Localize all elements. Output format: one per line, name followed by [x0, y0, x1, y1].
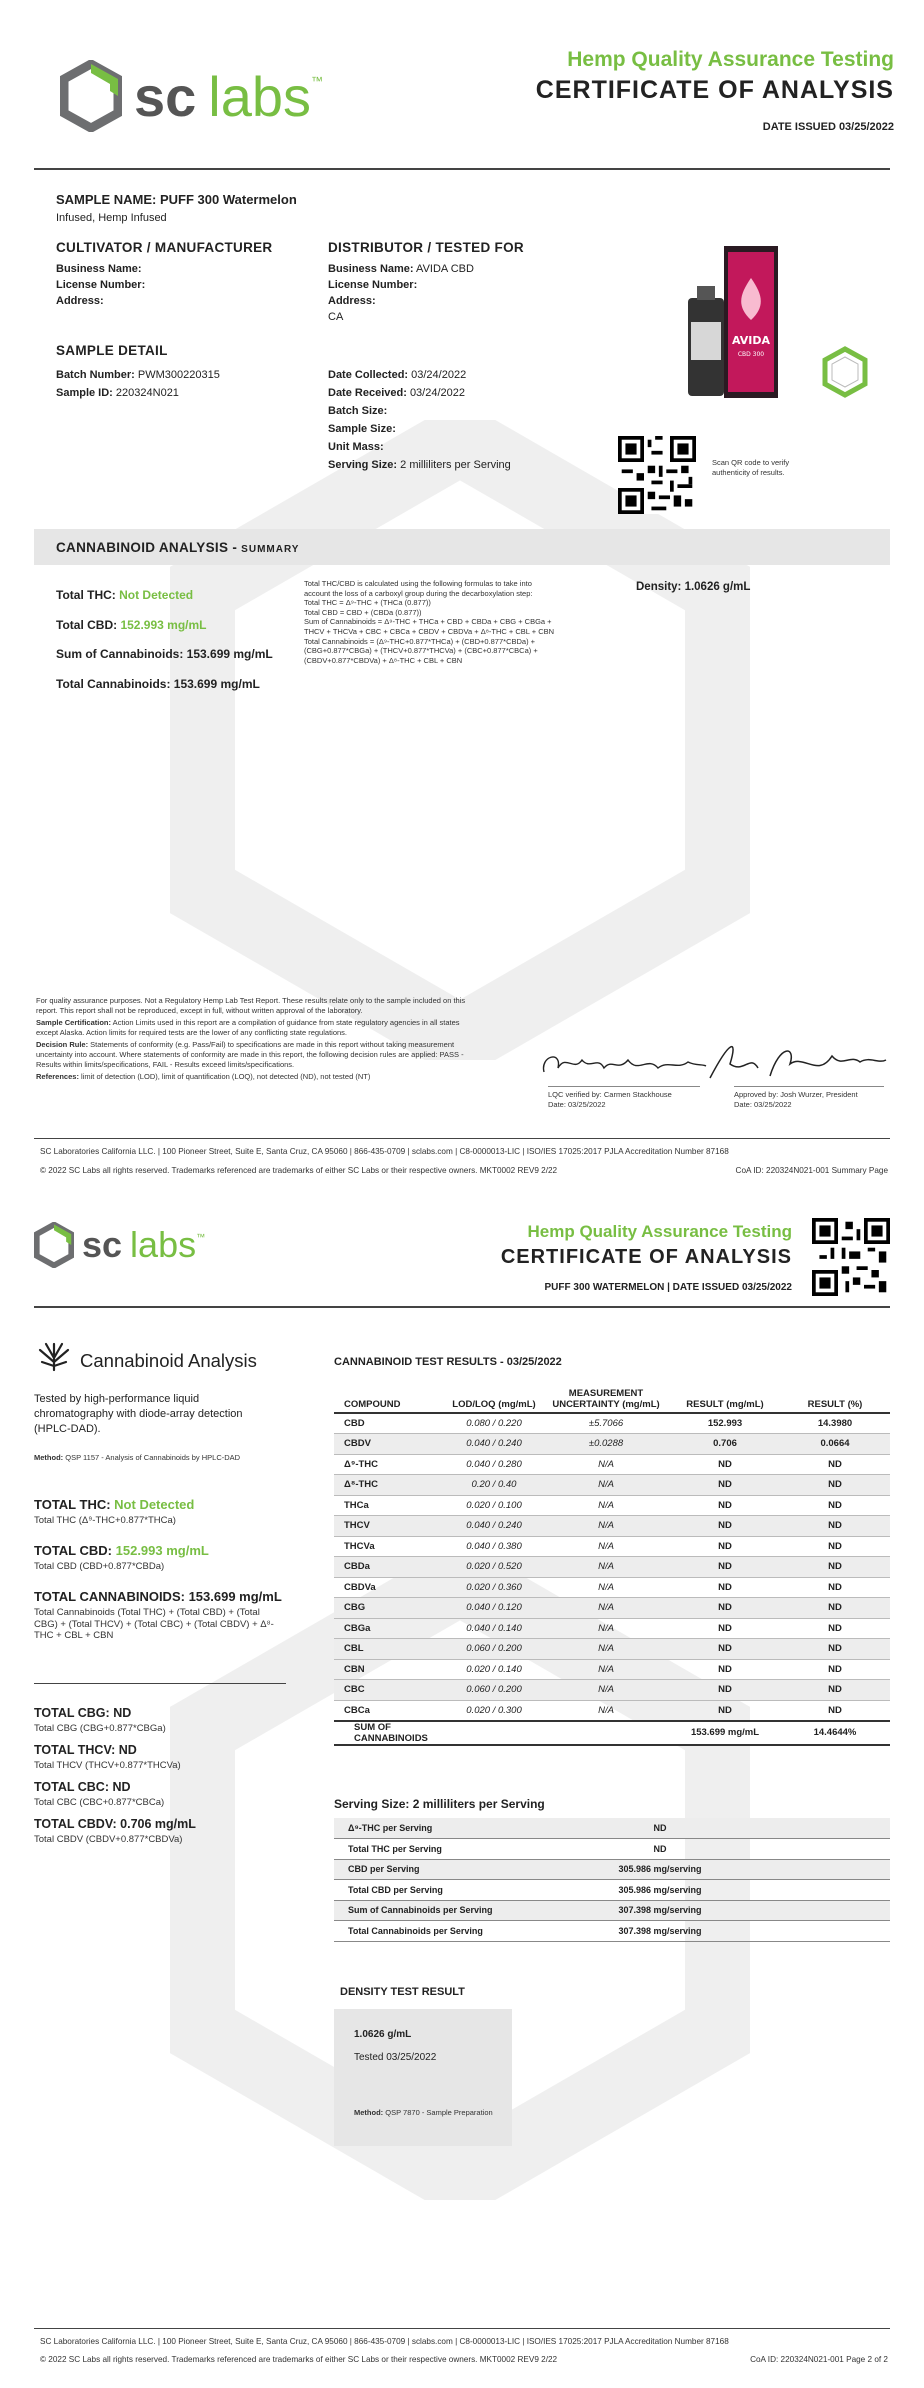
left-divider [34, 1683, 286, 1684]
serving-row [334, 1880, 890, 1901]
disclaimer-text: Action Limits used in this report are a compilation of guidance from state regulatory agencies in all states except Alaska. Action limits for required tests are the lower of any conflicting state regulations. [36, 1018, 460, 1037]
dist-address-value: CA [328, 311, 344, 323]
p2-footer-divider [34, 2328, 890, 2329]
density-tested: Tested 03/25/2022 [354, 2052, 437, 2063]
lt-label: TOTAL CBD: [34, 1543, 112, 1558]
lodloq-cell: 0.020 / 0.100 [446, 1495, 542, 1516]
lodloq-cell: 0.020 / 0.140 [446, 1659, 542, 1680]
lt2-label: TOTAL THCV: [34, 1743, 116, 1757]
lt2-label: TOTAL CBG: [34, 1706, 110, 1720]
table-row [334, 1577, 890, 1598]
serving-spacer [750, 1818, 890, 1839]
business-name-label: Business Name: [56, 263, 142, 275]
compound-cell: THCV [334, 1516, 446, 1537]
th-result-pct: RESULT (%) [780, 1386, 890, 1413]
formula-block [304, 579, 614, 665]
footer-address: SC Laboratories California LLC. | 100 Pioneer Street, Suite E, Santa Cruz, CA 95060 | 866-435-0709 | sclabs.com | C8-0000013-LIC | ISO/IES 17025:2017 PJLA Accreditation Number 87168 [40, 1147, 729, 1156]
serving-value: 305.986 mg/serving [570, 1880, 750, 1901]
formula-line: Total THC = Δ⁹-THC + (THCa (0.877)) [304, 598, 431, 608]
sig2-block [734, 1090, 858, 1110]
dist-business-label: Business Name: [328, 263, 414, 275]
unit-mass-label: Unit Mass: [328, 441, 384, 453]
lt-sub: Total Cannabinoids (Total THC) + (Total CBD) + (Total CBG) + (Total THCV) + (Total CBC) + (Total CBDV) + Δ⁸-THC + CBL + CBN [34, 1607, 274, 1641]
uncertainty-cell: N/A [542, 1577, 670, 1598]
result-mgml-cell: ND [670, 1557, 780, 1578]
sig2-line1: Approved by: Josh Wurzer, President [734, 1090, 858, 1099]
formula-line: THCV + THCVa + CBC + CBCa + CBDV + CBDVa + Δ⁸-THC + CBL + CBN [304, 626, 555, 636]
result-pct-cell: ND [780, 1495, 890, 1516]
lt2-sub: Total THCV (THCV+0.877*THCVa) [34, 1760, 181, 1771]
serving-row [334, 1859, 890, 1880]
cannabis-leaf-icon [36, 1340, 72, 1376]
table-row [334, 1700, 890, 1721]
result-pct-cell: ND [780, 1557, 890, 1578]
lodloq-cell: 0.040 / 0.240 [446, 1434, 542, 1455]
result-mgml-cell: ND [670, 1516, 780, 1537]
uncertainty-cell: N/A [542, 1454, 670, 1475]
title-main: CERTIFICATE OF ANALYSIS [535, 76, 894, 104]
uncertainty-cell: ±5.7066 [542, 1413, 670, 1434]
table-row [334, 1495, 890, 1516]
logo-sc-text: sc [134, 64, 197, 128]
result-pct-cell: ND [780, 1598, 890, 1619]
compound-cell: CBC [334, 1680, 446, 1701]
density-summary: Density: 1.0626 g/mL [636, 581, 751, 593]
lodloq-cell: 0.20 / 0.40 [446, 1475, 542, 1496]
sc-labs-logo [60, 60, 323, 132]
compound-cell: CBDa [334, 1557, 446, 1578]
header-divider [34, 168, 890, 170]
disclaimer-block [36, 996, 466, 1082]
serving-value: 307.398 mg/serving [570, 1900, 750, 1921]
table-row [334, 1454, 890, 1475]
result-pct-cell: ND [780, 1639, 890, 1660]
compound-cell: THCa [334, 1495, 446, 1516]
serving-label: Δ⁹-THC per Serving [334, 1818, 570, 1839]
serving-value: ND [570, 1839, 750, 1860]
lt-value: 153.699 mg/mL [188, 1589, 282, 1604]
th-lodloq: LOD/LOQ (mg/mL) [446, 1386, 542, 1413]
total-thc-label: Total THC: [56, 588, 116, 602]
title-green: Hemp Quality Assurance Testing [567, 48, 894, 71]
hexagon-logo-icon [34, 1222, 74, 1268]
th-uncertainty: MEASUREMENT UNCERTAINTY (mg/mL) [542, 1386, 670, 1413]
footer-copyright: © 2022 SC Labs all rights reserved. Trademarks referenced are trademarks of either SC Labs or their respective owners. MKT0002 REV9 2/22 [40, 1166, 558, 1175]
lodloq-cell: 0.020 / 0.300 [446, 1700, 542, 1721]
serving-spacer [750, 1880, 890, 1901]
table-row [334, 1536, 890, 1557]
lodloq-cell: 0.040 / 0.120 [446, 1598, 542, 1619]
serving-size-value: 2 milliliters per Serving [400, 459, 511, 471]
result-pct-cell: ND [780, 1618, 890, 1639]
sum-row [334, 1721, 890, 1745]
result-mgml-cell: ND [670, 1598, 780, 1619]
batch-label: Batch Number: [56, 369, 135, 381]
sample-detail-heading: SAMPLE DETAIL [56, 343, 168, 358]
dist-license-label: License Number: [328, 279, 418, 291]
uncertainty-cell: N/A [542, 1618, 670, 1639]
serving-value: 305.986 mg/serving [570, 1859, 750, 1880]
result-mgml-cell: ND [670, 1577, 780, 1598]
table-row [334, 1598, 890, 1619]
batch-value: PWM300220315 [137, 369, 220, 381]
uncertainty-cell: N/A [542, 1680, 670, 1701]
lt-value: 152.993 mg/mL [115, 1543, 209, 1558]
sum-cell: 14.4644% [780, 1721, 890, 1745]
table-row [334, 1413, 890, 1434]
result-pct-cell: 0.0664 [780, 1434, 890, 1455]
formula-line: Total CBD = CBD + (CBDa (0.877)) [304, 607, 422, 617]
result-mgml-cell: ND [670, 1536, 780, 1557]
sum-cell: 153.699 mg/mL [670, 1721, 780, 1745]
product-image [680, 240, 790, 405]
serving-label: Total Cannabinoids per Serving [334, 1921, 570, 1942]
compound-cell: Δ⁹-THC [334, 1454, 446, 1475]
logo-labs-text: labs [130, 1224, 197, 1265]
compound-cell: CBG [334, 1598, 446, 1619]
serving-table-wrap [334, 1818, 890, 1942]
uncertainty-cell: ±0.0288 [542, 1434, 670, 1455]
address-label: Address: [56, 295, 104, 307]
cultivator-heading: CULTIVATOR / MANUFACTURER [56, 240, 273, 255]
signature-carmen [538, 1046, 708, 1086]
p2-footer-coa-id: CoA ID: 220324N021-001 Page 2 of 2 [750, 2355, 888, 2364]
result-mgml-cell: ND [670, 1700, 780, 1721]
uncertainty-cell: N/A [542, 1659, 670, 1680]
summary-heading-text: CANNABINOID ANALYSIS [56, 540, 229, 555]
qr-note: Scan QR code to verify authenticity of results. [712, 458, 790, 477]
th-compound: COMPOUND [334, 1386, 446, 1413]
sum-cannabinoids: Sum of Cannabinoids: 153.699 mg/mL [56, 647, 273, 661]
result-pct-cell: 14.3980 [780, 1413, 890, 1434]
th-result-mgml: RESULT (mg/mL) [670, 1386, 780, 1413]
sc-labs-badge-icon [822, 346, 868, 398]
serving-row [334, 1921, 890, 1942]
result-pct-cell: ND [780, 1454, 890, 1475]
cultivator-fields [56, 261, 145, 309]
compound-cell: CBD [334, 1413, 446, 1434]
lodloq-cell: 0.040 / 0.140 [446, 1618, 542, 1639]
section-title: Cannabinoid Analysis [80, 1350, 257, 1371]
sum-cell: SUM OF CANNABINOIDS [334, 1721, 446, 1745]
result-mgml-cell: ND [670, 1680, 780, 1701]
total-cbd-label: Total CBD: [56, 617, 118, 632]
logo-tm: ™ [196, 1232, 206, 1242]
lt2-value: 0.706 mg/mL [120, 1817, 196, 1831]
serving-label: CBD per Serving [334, 1859, 570, 1880]
lodloq-cell: 0.060 / 0.200 [446, 1639, 542, 1660]
result-mgml-cell: ND [670, 1618, 780, 1639]
sample-detail-right [328, 366, 511, 474]
serving-table [334, 1818, 890, 1942]
result-pct-cell: ND [780, 1659, 890, 1680]
p2-title-main: CERTIFICATE OF ANALYSIS [500, 1246, 792, 1268]
p2-footer-copyright: © 2022 SC Labs all rights reserved. Trademarks referenced are trademarks of either SC Labs or their respective owners. MKT0002 REV9 2/22 [40, 2355, 558, 2364]
disclaimer-bold: Decision Rule: [36, 1040, 89, 1050]
table-row [334, 1475, 890, 1496]
signature-line [734, 1086, 884, 1087]
lt-label: TOTAL CANNABINOIDS: [34, 1589, 185, 1604]
uncertainty-cell: N/A [542, 1639, 670, 1660]
sig1-block [548, 1090, 672, 1110]
serving-value: 307.398 mg/serving [570, 1921, 750, 1942]
uncertainty-cell: N/A [542, 1495, 670, 1516]
signature-josh [700, 1034, 890, 1086]
sample-id-value: 220324N021 [115, 387, 179, 399]
p2-subline: PUFF 300 WATERMELON | DATE ISSUED 03/25/2022 [544, 1282, 792, 1293]
method-line [34, 1453, 240, 1463]
serving-label: Sum of Cannabinoids per Serving [334, 1900, 570, 1921]
summary-totals [56, 581, 273, 699]
compound-cell: CBL [334, 1639, 446, 1660]
serving-spacer [750, 1859, 890, 1880]
serving-spacer [750, 1900, 890, 1921]
table-row [334, 1557, 890, 1578]
sig2-line2: Date: 03/25/2022 [734, 1100, 792, 1109]
sig1-line2: Date: 03/25/2022 [548, 1100, 606, 1109]
hexagon-logo-icon [60, 60, 122, 132]
serving-heading: Serving Size: 2 milliliters per Serving [334, 1797, 545, 1811]
product-brand: AVIDA [731, 334, 771, 347]
density-heading: DENSITY TEST RESULT [340, 1986, 465, 1998]
formula-line: (CBG+0.877*CBGa) + (THCV+0.877*THCVa) + (CBC+0.877*CBCa) + [304, 646, 538, 656]
lt-value: Not Detected [114, 1497, 195, 1512]
result-mgml-cell: ND [670, 1475, 780, 1496]
compound-cell: CBN [334, 1659, 446, 1680]
lt-sub: Total CBD (CBD+0.877*CBDa) [34, 1561, 165, 1572]
uncertainty-cell: N/A [542, 1516, 670, 1537]
result-pct-cell: ND [780, 1577, 890, 1598]
lodloq-cell: 0.020 / 0.360 [446, 1577, 542, 1598]
lodloq-cell: 0.080 / 0.220 [446, 1413, 542, 1434]
serving-size-label: Serving Size: [328, 459, 398, 471]
lt2-sub: Total CBC (CBC+0.877*CBCa) [34, 1797, 165, 1808]
lt2-value: ND [113, 1706, 132, 1720]
method-desc: Tested by high-performance liquid chromatography with diode-array detection (HPLC-DAD). [34, 1393, 243, 1435]
serving-spacer [750, 1921, 890, 1942]
date-issued: DATE ISSUED 03/25/2022 [762, 121, 894, 133]
compound-cell: CBDV [334, 1434, 446, 1455]
lt2-value: ND [112, 1780, 131, 1794]
results-heading: CANNABINOID TEST RESULTS - 03/25/2022 [334, 1356, 562, 1368]
serving-spacer [750, 1839, 890, 1860]
sample-id-label: Sample ID: [56, 387, 113, 399]
signature-line [548, 1086, 700, 1087]
logo-sc-text: sc [82, 1224, 123, 1265]
lt2-label: TOTAL CBC: [34, 1780, 109, 1794]
density-value: 1.0626 g/mL [354, 2029, 412, 2040]
serving-value: ND [570, 1818, 750, 1839]
result-pct-cell: ND [780, 1680, 890, 1701]
p2-header-divider [34, 1306, 890, 1308]
p2-title-green: Hemp Quality Assurance Testing [527, 1222, 792, 1241]
summary-heading: CANNABINOID ANALYSIS - SUMMARY [56, 540, 300, 555]
sample-name: SAMPLE NAME: PUFF 300 Watermelon [56, 192, 297, 207]
table-row [334, 1618, 890, 1639]
lodloq-cell: 0.040 / 0.240 [446, 1516, 542, 1537]
footer-coa-id: CoA ID: 220324N021-001 Summary Page [735, 1166, 888, 1175]
sc-labs-logo [34, 1222, 205, 1268]
method-label: Method: [34, 1453, 64, 1462]
density-method-label: Method: [354, 2108, 384, 2117]
formula-line: Total Cannabinoids = (Δ⁹-THC+0.877*THCa) + (CBD+0.877*CBDa) + [304, 636, 536, 646]
formula-line: account the loss of a carboxyl group during the decarboxylation step: [304, 588, 533, 598]
density-method [354, 2108, 494, 2118]
disclaimer-bold: Sample Certification: [36, 1018, 112, 1028]
results-table [334, 1386, 890, 1746]
formula-line: Total THC/CBD is calculated using the following formulas to take into [304, 579, 532, 588]
compound-cell: Δ⁸-THC [334, 1475, 446, 1496]
result-mgml-cell: ND [670, 1454, 780, 1475]
sig1-line1: LQC verified by: Carmen Stackhouse [548, 1090, 672, 1099]
distributor-fields [328, 261, 474, 325]
table-row [334, 1680, 890, 1701]
uncertainty-cell: N/A [542, 1598, 670, 1619]
product-flavor: CBD 300 [737, 351, 765, 358]
lt2-sub: Total CBG (CBG+0.877*CBGa) [34, 1723, 166, 1734]
result-mgml-cell: ND [670, 1639, 780, 1660]
serving-label: Total THC per Serving [334, 1839, 570, 1860]
serving-row [334, 1818, 890, 1839]
sample-sub: Infused, Hemp Infused [56, 212, 167, 224]
lodloq-cell: 0.060 / 0.200 [446, 1680, 542, 1701]
total-cbd-value: 152.993 mg/mL [120, 617, 207, 632]
uncertainty-cell: N/A [542, 1557, 670, 1578]
collected-value: 03/24/2022 [411, 369, 467, 381]
qr-code-icon[interactable] [812, 1218, 890, 1296]
result-pct-cell: ND [780, 1700, 890, 1721]
result-mgml-cell: 152.993 [670, 1413, 780, 1434]
results-table-wrap [334, 1386, 890, 1746]
lt2-sub: Total CBDV (CBDV+0.877*CBDVa) [34, 1834, 183, 1845]
dist-address-label: Address: [328, 295, 376, 307]
disclaimer-text: For quality assurance purposes. Not a Regulatory Hemp Lab Test Report. These results relate only to the sample included on this report. This report shall not be reproduced, except in full, without written approval of the laboratory. [36, 996, 466, 1015]
result-pct-cell: ND [780, 1475, 890, 1496]
collected-label: Date Collected: [328, 369, 409, 381]
result-mgml-cell: 0.706 [670, 1434, 780, 1455]
uncertainty-cell: N/A [542, 1475, 670, 1496]
lt2-label: TOTAL CBDV: [34, 1817, 117, 1831]
summary-sub: SUMMARY [241, 544, 300, 555]
uncertainty-cell: N/A [542, 1536, 670, 1557]
watermark-hexagon-icon [170, 420, 750, 1060]
method-value: QSP 1157 - Analysis of Cannabinoids by HPLC-DAD [65, 1453, 241, 1462]
left-totals-2 [34, 1706, 294, 1854]
result-pct-cell: ND [780, 1536, 890, 1557]
sample-size-label: Sample Size: [328, 423, 396, 435]
total-cannabinoids: Total Cannabinoids: 153.699 mg/mL [56, 676, 260, 691]
disclaimer-text: limit of detection (LOD), limit of quantification (LOQ), not detected (ND), not tested (NT) [78, 1072, 371, 1082]
disclaimer-bold: References: [36, 1072, 79, 1082]
p2-footer-address: SC Laboratories California LLC. | 100 Pioneer Street, Suite E, Santa Cruz, CA 95060 | 866-435-0709 | sclabs.com | C8-0000013-LIC | ISO/IES 17025:2017 PJLA Accreditation Number 87168 [40, 2337, 729, 2346]
batch-size-label: Batch Size: [328, 405, 388, 417]
lt2-value: ND [118, 1743, 137, 1757]
logo-tm: ™ [311, 74, 324, 88]
disclaimer-text: Statements of conformity (e.g. Pass/Fail) to specifications are made in this report without taking measurement uncertainty into account. Where statements of conformity are made in this report, the following decision rules are applied: PASS - Results within limits/specifications, FAIL - Results exceed limits/specifications. [36, 1040, 464, 1069]
serving-label: Total CBD per Serving [334, 1880, 570, 1901]
distributor-heading: DISTRIBUTOR / TESTED FOR [328, 240, 524, 255]
compound-cell: CBCa [334, 1700, 446, 1721]
result-mgml-cell: ND [670, 1659, 780, 1680]
sample-detail-left [56, 366, 220, 402]
compound-cell: CBDVa [334, 1577, 446, 1598]
sum-cell [446, 1721, 542, 1745]
lt-label: TOTAL THC: [34, 1497, 111, 1512]
table-row [334, 1516, 890, 1537]
license-label: License Number: [56, 279, 146, 291]
table-row [334, 1639, 890, 1660]
received-value: 03/24/2022 [409, 387, 465, 399]
qr-code-icon[interactable] [618, 436, 696, 514]
sum-cell [542, 1721, 670, 1745]
serving-row [334, 1900, 890, 1921]
serving-row [334, 1839, 890, 1860]
table-row [334, 1659, 890, 1680]
lodloq-cell: 0.040 / 0.380 [446, 1536, 542, 1557]
lodloq-cell: 0.020 / 0.520 [446, 1557, 542, 1578]
footer-divider [34, 1138, 890, 1139]
uncertainty-cell: N/A [542, 1700, 670, 1721]
lodloq-cell: 0.040 / 0.280 [446, 1454, 542, 1475]
formula-line: (CBDV+0.877*CBDVa) + Δ⁸-THC + CBL + CBN [304, 655, 463, 665]
result-mgml-cell: ND [670, 1495, 780, 1516]
compound-cell: CBGa [334, 1618, 446, 1639]
received-label: Date Received: [328, 387, 407, 399]
density-method-value: QSP 7870 - Sample Preparation [385, 2108, 493, 2117]
result-pct-cell: ND [780, 1516, 890, 1537]
formula-line: Sum of Cannabinoids = Δ⁹-THC + THCa + CBD + CBDa + CBG + CBGa + [304, 617, 552, 627]
logo-labs-text: labs [208, 64, 312, 128]
total-thc-value: Not Detected [119, 588, 194, 602]
dist-business-value: AVIDA CBD [416, 263, 474, 275]
table-row [334, 1434, 890, 1455]
left-totals [34, 1497, 304, 1642]
compound-cell: THCVa [334, 1536, 446, 1557]
lt-sub: Total THC (Δ⁹-THC+0.877*THCa) [34, 1515, 176, 1526]
